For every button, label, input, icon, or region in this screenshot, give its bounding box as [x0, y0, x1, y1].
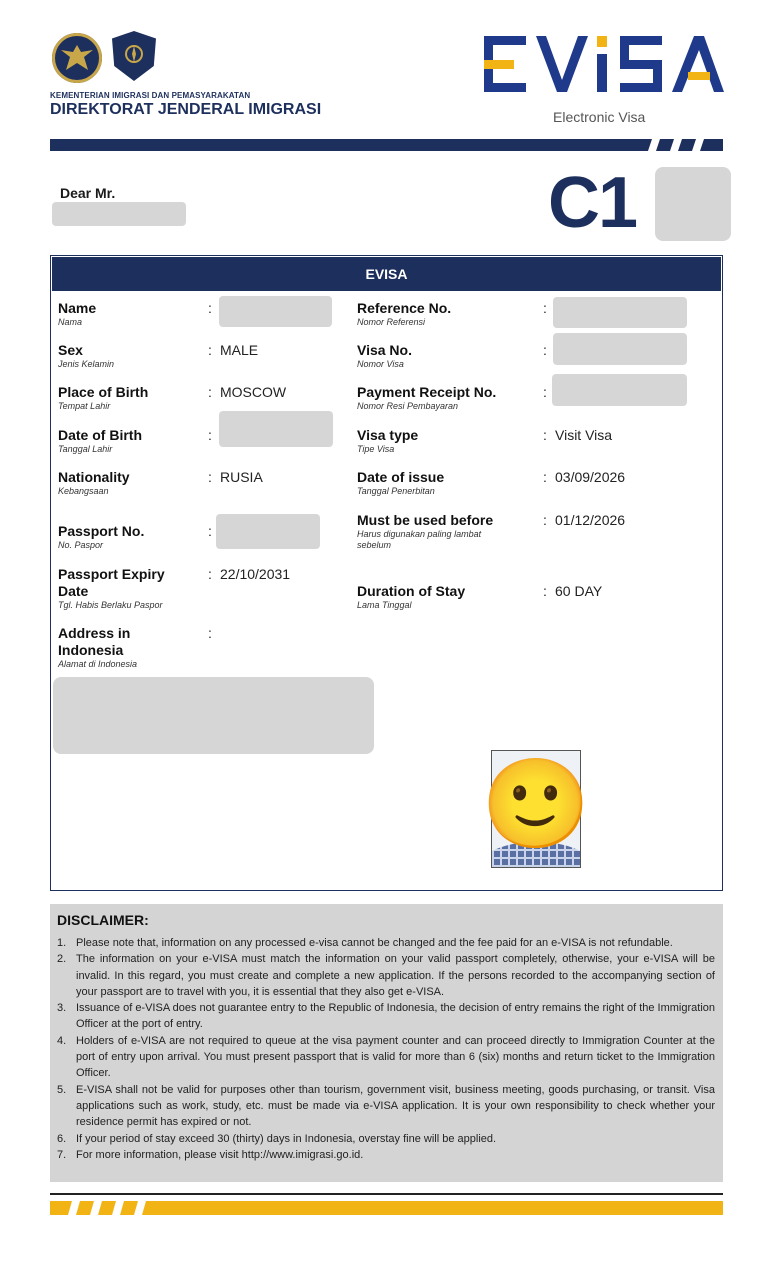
field-label: Reference No. [357, 300, 452, 316]
section-header [52, 257, 721, 291]
disclaimer-item [57, 1033, 715, 1082]
field-sublabel: Nama [58, 317, 83, 327]
field-sublabel: Harus digunakan paling lambat sebelum [357, 529, 482, 550]
field-label: Date of Birth [58, 427, 142, 443]
redacted-payment-receipt [552, 374, 687, 406]
field-label: Duration of Stay [357, 583, 466, 599]
colon: : [208, 523, 212, 539]
field-sublabel: Kebangsaan [58, 486, 109, 496]
immigration-shield-icon [112, 31, 156, 81]
colon: : [543, 469, 547, 485]
footer-bar [50, 1201, 723, 1215]
disclaimer-item-text: Issuance of e-VISA does not guarantee entry to the Republic of Indonesia, the decision of entry remains the right of the Immigration Officer at the port of entry. [76, 1002, 715, 1031]
field-date-of-issue [357, 469, 444, 497]
value-must-be-used-before: 01/12/2026 [555, 512, 626, 528]
field-place-of-birth [58, 384, 148, 412]
colon: : [208, 566, 212, 582]
disclaimer-item-text: For more information, please visit http://www.imigrasi.go.id. [76, 1148, 364, 1161]
colon: : [543, 384, 547, 400]
colon: : [543, 342, 547, 358]
disclaimer-item [57, 951, 715, 1000]
colon: : [208, 427, 212, 443]
visa-code: C1 [548, 163, 637, 243]
field-address [58, 625, 158, 670]
section-title: EVISA [365, 266, 408, 282]
value-place-of-birth: MOSCOW [220, 384, 287, 400]
field-sublabel: Alamat di Indonesia [58, 659, 138, 669]
colon: : [208, 300, 212, 316]
field-sublabel: Jenis Kelamin [58, 359, 115, 369]
disclaimer-item-number: 5. [57, 1083, 67, 1096]
field-label: Date of issue [357, 469, 445, 485]
disclaimer-item-number: 2. [57, 953, 67, 966]
redacted-visa-code-suffix [655, 167, 731, 241]
field-passport-expiry [58, 566, 198, 611]
field-name [58, 300, 96, 328]
field-sublabel: Nomor Visa [357, 359, 404, 369]
field-label: Must be used before [357, 512, 494, 528]
value-visa-type: Visit Visa [555, 427, 613, 443]
disclaimer-box [50, 904, 723, 1182]
ministry-name: KEMENTERIAN IMIGRASI DAN PEMASYARAKATAN [50, 91, 251, 100]
smiley-face-icon: 🙂 [481, 754, 591, 853]
field-passport-no [58, 523, 144, 551]
colon: : [208, 625, 212, 641]
field-duration-of-stay [357, 583, 465, 611]
disclaimer-item-text: If your period of stay exceed 30 (thirty) days in Indonesia, overstay fine will be applied. [76, 1132, 497, 1145]
field-reference-no [357, 300, 451, 328]
disclaimer-item-text: Holders of e-VISA are not required to queue at the visa payment counter and can proceed directly to Immigration Counter at the port of entry upon arrival. You must present passport that is valid for more than 6 (six) months and return ticket to the Immigration Officer. [76, 1034, 715, 1080]
field-sex [58, 342, 114, 370]
redacted-name [219, 296, 332, 327]
field-date-of-birth [58, 427, 142, 455]
field-label: Sex [58, 342, 83, 358]
field-label: Passport Expiry Date [58, 566, 165, 599]
evisa-logo [484, 34, 724, 100]
field-label: Visa type [357, 427, 419, 443]
field-visa-no [357, 342, 412, 370]
colon: : [543, 583, 547, 599]
disclaimer-item [57, 1000, 715, 1033]
field-label: Passport No. [58, 523, 145, 539]
field-visa-type [357, 427, 418, 455]
redacted-date-of-birth [219, 411, 333, 447]
field-label: Name [58, 300, 97, 316]
value-date-of-issue: 03/09/2026 [555, 469, 626, 485]
disclaimer-item-number: 1. [57, 937, 67, 949]
field-label: Payment Receipt No. [357, 384, 497, 400]
disclaimer-item [57, 1082, 715, 1131]
disclaimer-title: DISCLAIMER: [57, 912, 149, 928]
field-sublabel: Tgl. Habis Berlaku Paspor [58, 600, 163, 610]
field-sublabel: Lama Tinggal [357, 600, 412, 610]
disclaimer-item-text: E-VISA shall not be valid for purposes other than tourism, government visit, business meeting, goods purchasing, or transit. Visa applications such as work, study, etc. must be made via e-VISA application. It is your own responsibility to check whether your residence permit has expired or not. [76, 1083, 715, 1129]
redacted-address [53, 677, 374, 754]
disclaimer-item-number: 7. [57, 1148, 67, 1161]
field-label: Nationality [58, 469, 130, 485]
disclaimer-item-text: The information on your e-VISA must match the information on your valid passport completely, otherwise, your e-VISA will be invalid. In this regard, you must create and complete a new application. If the persons recorded to the accompanying section of your passport are to travel with you, it is essential that they also get e-VISA. [76, 953, 715, 998]
value-passport-expiry: 22/10/2031 [220, 566, 291, 582]
disclaimer-item [57, 1147, 715, 1163]
colon: : [208, 469, 212, 485]
colon: : [543, 300, 547, 316]
colon: : [208, 342, 212, 358]
disclaimer-item-number: 6. [57, 1132, 67, 1145]
field-must-be-used-before [357, 512, 517, 551]
disclaimer-item [57, 935, 715, 951]
redacted-visa-no [553, 333, 687, 365]
disclaimer-item-number: 3. [57, 1002, 67, 1015]
value-duration-of-stay: 60 DAY [555, 583, 603, 599]
redacted-reference-no [553, 297, 687, 328]
disclaimer-item-text: Please note that, information on any processed e-visa cannot be changed and the fee paid for an e-VISA is not refundable. [76, 937, 673, 949]
colon: : [543, 512, 547, 528]
garuda-emblem-icon [52, 33, 102, 83]
field-sublabel: Nomor Resi Pembayaran [357, 401, 459, 411]
field-sublabel: Tanggal Penerbitan [357, 486, 435, 496]
field-sublabel: Tanggal Lahir [58, 444, 113, 454]
colon: : [543, 427, 547, 443]
disclaimer-item [57, 1131, 715, 1147]
redacted-recipient-name [52, 202, 186, 226]
footer-divider [50, 1193, 723, 1195]
field-sublabel: Tipe Visa [357, 444, 395, 454]
field-nationality [58, 469, 130, 497]
header-bar [50, 138, 723, 150]
colon: : [208, 384, 212, 400]
field-label: Address in Indonesia [58, 625, 131, 658]
field-sublabel: Nomor Referensi [357, 317, 426, 327]
field-payment-receipt [357, 384, 496, 412]
field-label: Place of Birth [58, 384, 149, 400]
field-label: Visa No. [357, 342, 412, 358]
disclaimer-item-number: 4. [57, 1034, 67, 1047]
directorate-name: DIREKTORAT JENDERAL IMIGRASI [50, 101, 322, 118]
disclaimer-list [57, 935, 715, 1163]
salutation: Dear Mr. [60, 185, 116, 201]
field-sublabel: Tempat Lahir [58, 401, 111, 411]
evisa-logo-subtitle: Electronic Visa [553, 109, 646, 125]
redacted-passport-no [216, 514, 320, 549]
value-nationality: RUSIA [220, 469, 263, 485]
field-sublabel: No. Paspor [58, 540, 104, 550]
value-sex: MALE [220, 342, 259, 358]
